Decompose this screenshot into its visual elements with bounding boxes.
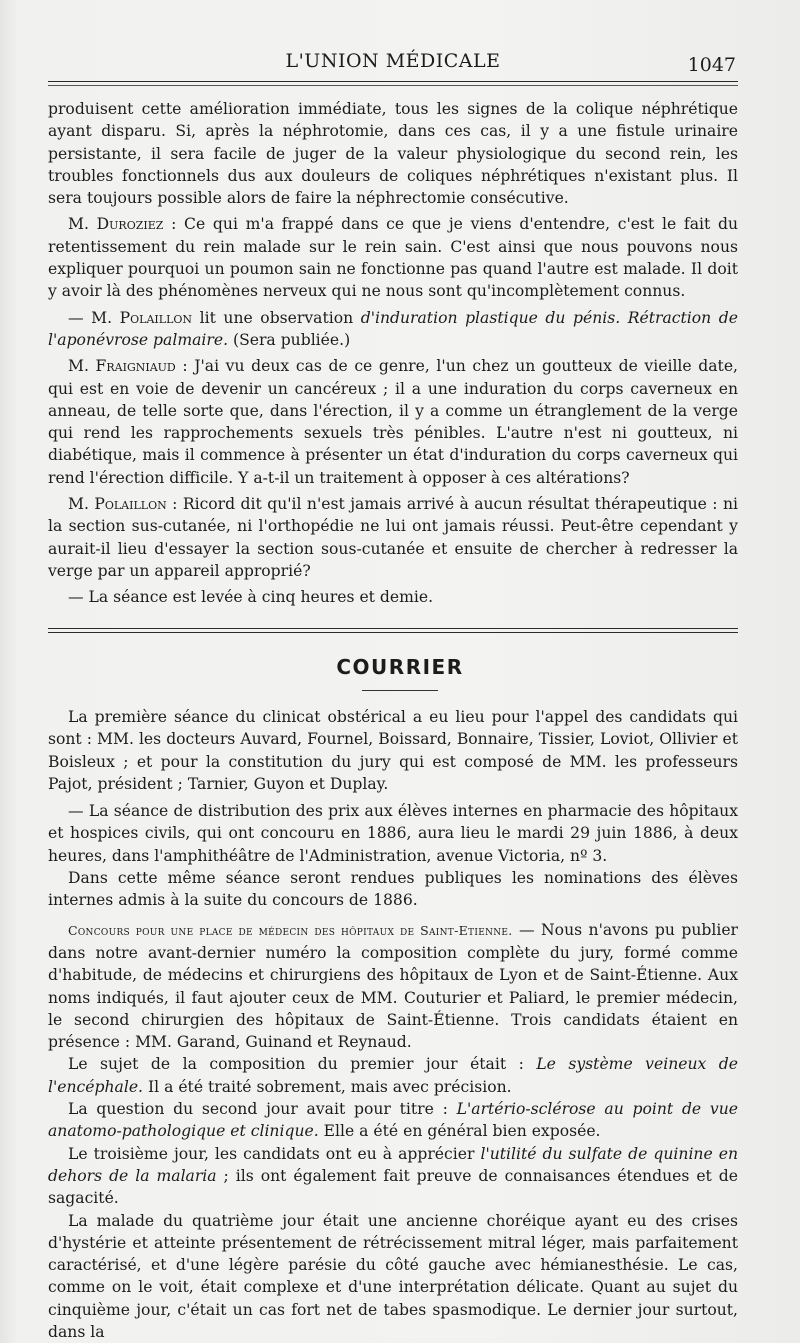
paragraph-premier-jour [48,1053,738,1098]
paragraph-text: Il a été traité sobrement, mais avec précision. [143,1077,512,1096]
observation-title: d'induration plastique du pénis. Rétraction de l'aponévrose palmaire. [48,308,738,349]
page-header [48,44,738,84]
paragraph-concours-saint-etienne [48,919,738,1054]
section-separator [48,628,738,629]
paragraph-prix-pharmacie: — La séance de distribution des prix aux élèves internes en pharmacie des hôpitaux et hospices civils, qui ont concouru en 1886, aura lieu le mardi 29 juin 1886, à deux heures, dans l'amphithéâtre de l'Administration, avenue Victoria, nº 3. [48,802,738,865]
paragraph-polaillon-reply [48,493,738,582]
section-title-courrier: COURRIER [336,655,464,679]
paragraph-fraigniaud [48,355,738,489]
paragraph-text: Le troisième jour, les candidats ont eu à apprécier [68,1144,481,1163]
speaker-name: M. Polaillon [68,495,167,514]
dash-prefix: — M. [68,308,120,327]
paragraph-text: Le sujet de la composition du premier jour était : [68,1055,537,1074]
journal-title: L'UNION MÉDICALE [285,50,501,72]
speaker-name: M. Fraigniaud [68,357,176,376]
speaker-text: : Ce qui m'a frappé dans ce que je viens d'entendre, c'est le fait du retentissement du rein malade sur le rein sain. C'est ainsi que nous pouvons nous expliquer pourquoi un poumon sain ne fonctionne pas quand l'autre est malade. Il doit y avoir là des phénomènes nerveux qui ne nous sont qu'incomplètement connus. [48,215,738,301]
paragraph-quatrieme-jour: La malade du quatrième jour était une ancienne choréique ayant eu des crises d'hystérie et atteinte présentement de rétrécissement mitral léger, mais parfaitement caractérisé, et d'une légère parésie du côté gauche avec hémianesthésie. Le cas, comme on le voit, était complexe et d'une interprétation délicate. Quant au sujet du cinquième jour, c'était un cas fort net de tabes spasmodique. Le dernier jour surtout, dans la [48,1211,738,1342]
speaker-text: (Sera publiée.) [228,330,351,349]
discussion-section [48,98,738,609]
paragraph-polaillon-observation [48,307,738,352]
paragraph-heading: Concours pour une place de médecin des hôpitaux de Saint-Etienne. [68,922,513,938]
speaker-name: M. Duroziez [68,215,164,234]
paragraph-text: Elle a été en général bien exposée. [318,1122,601,1141]
subject-title: Le système veineux de l'encéphale. [48,1055,738,1096]
speaker-text: : Ricord dit qu'il n'est jamais arrivé à aucun résultat thérapeutique : ni la section sus-cutanée, ni l'orthopédie ne lui ont jamais réussi. Peut-être cependant y aurait-il lieu d'essayer la section sous-cutanée et ensuite de chercher à redresser la verge par un appareil approprié? [48,495,738,580]
paragraph-text: La question du second jour avait pour titre : [68,1100,457,1119]
header-rule [48,81,738,82]
courrier-section [48,706,738,1343]
paragraph-nominations: Dans cette même séance seront rendues publiques les nominations des élèves internes admis à la suite du concours de 1886. [48,869,738,910]
subject-title: L'artério-sclérose au point de vue anatomo-pathologique et clinique. [48,1100,739,1141]
paragraph-seance-levee: — La séance est levée à cinq heures et demie. [68,588,434,607]
speaker-name: Polaillon [119,308,193,327]
page-number: 1047 [687,54,736,76]
paragraph-text: ; ils ont également fait preuve de connaisances étendues et de sagacité. [48,1166,738,1208]
paragraph-clinicat: La première séance du clinicat obstérical a eu lieu pour l'appel des candidats qui sont : MM. les docteurs Auvard, Fournel, Boissard, Bonnaire, Tissier, Loviot, Ollivier et Boisleux ; et pour la constitution du jury qui est composé de MM. les professeurs Pajot, président ; Tarnier, Guyon et Duplay. [48,708,738,793]
title-underline [362,690,438,691]
subject-title: l'utilité du sulfate de quinine en dehors de la malaria [48,1144,738,1185]
speaker-text: lit une observation [192,308,361,327]
paragraph-second-jour [48,1098,738,1143]
paragraph-duroziez [48,213,738,302]
paragraph-text: — Nous n'avons pu publier dans notre avant-dernier numéro la composition complète du jury, formé comme d'habitude, de médecins et chirurgiens des hôpitaux de Lyon et de Saint-Étienne. Aux noms indiqués, il faut ajouter ceux de MM. Couturier et Paliard, le premier médecin, le second chirurgien des hôpitaux de Saint-Étienne. Trois candidats étaient en présence : MM. Garand, Guinand et Reynaud. [48,920,738,1052]
speaker-text: : J'ai vu deux cas de ce genre, l'un chez un goutteux de vieille date, qui est en voie de devenir un cancéreux ; il a une induration du corps caverneux en anneau, de telle sorte que, dans l'érection, il y a comme un étranglement de la verge qui rend les rapprochements sexuels très pénibles. L'autre n'est ni goutteux, ni diabétique, mais il commence à présenter un état d'induration du corps caverneux qui rend l'érection difficile. Y a-t-il un traitement à opposer à ces altérations? [48,357,739,487]
paragraph-nephrotomie: produisent cette amélioration immédiate, tous les signes de la colique néphrétique ayant disparu. Si, après la néphrotomie, dans ces cas, il y a une fistule urinaire persistante, il sera facile de juger de la valeur physiologique du second rein, les troubles fonctionnels dus aux douleurs de coliques néphrétiques n'existant plus. Il sera toujours possible alors de faire la néphrectomie consécutive. [48,100,738,208]
paragraph-troisieme-jour [48,1143,738,1210]
